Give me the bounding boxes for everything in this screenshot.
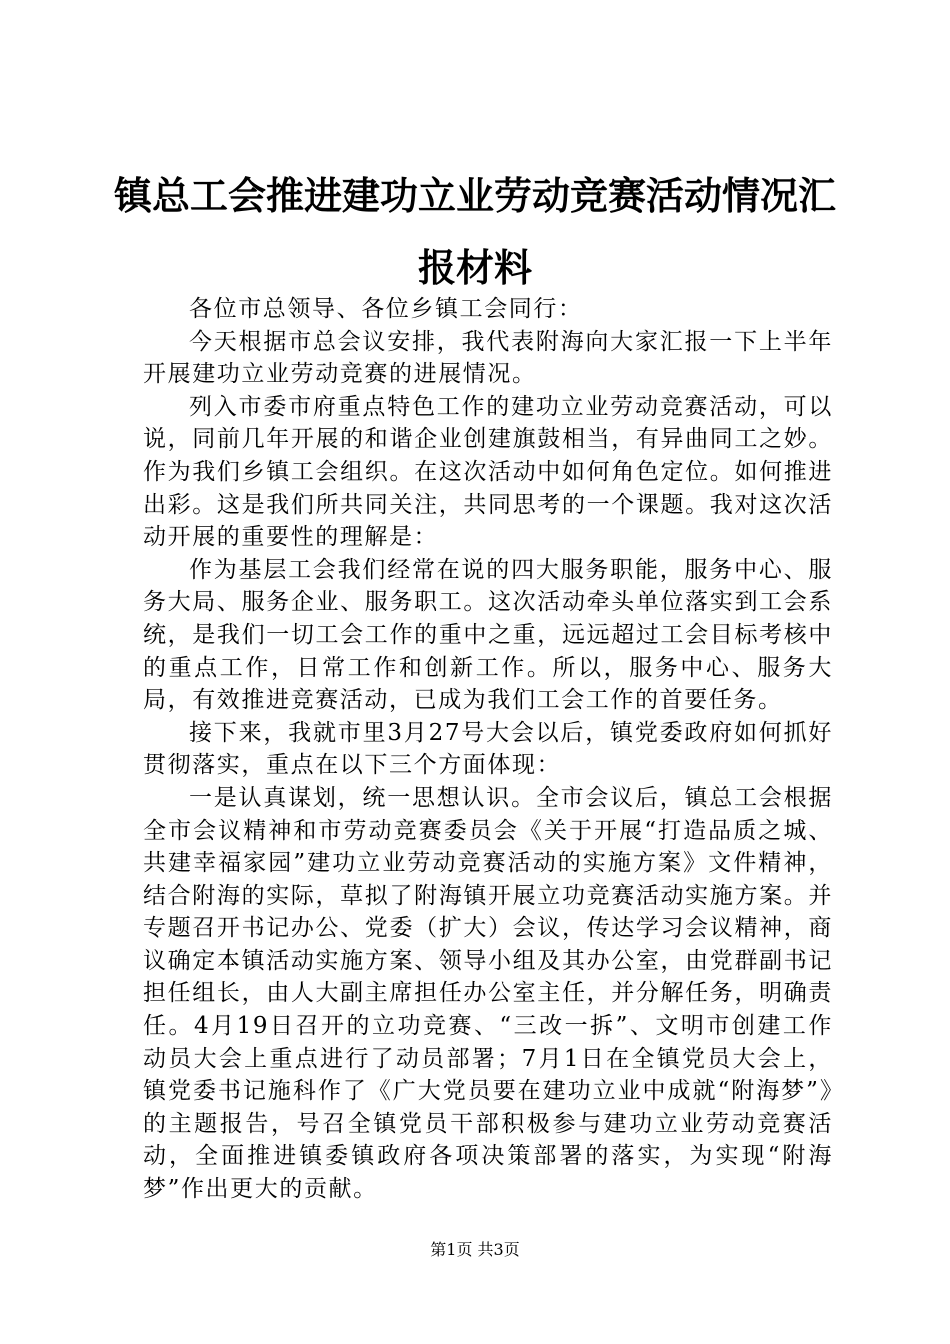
page-footer: 第1页 共3页 xyxy=(430,1240,520,1259)
paragraph: 作为基层工会我们经常在说的四大服务职能，服务中心、服务大局、服务企业、服务职工。这次活动牵头单位落实到工会系统，是我们一切工会工作的重中之重，远远超过工会目标考核中的重点工作，日常工作和创新工作。所以，服务中心、服务大局，有效推进竞赛活动，已成为我们工会工作的首要任务。 xyxy=(143,556,833,714)
paragraph-salutation: 各位市总领导、各位乡镇工会同行： xyxy=(189,296,583,322)
paragraph: 接下来，我就市里3月27号大会以后，镇党委政府如何抓好贯彻落实，重点在以下三个方面体现： xyxy=(143,719,833,779)
document-body xyxy=(143,293,833,1206)
paragraph: 一是认真谋划，统一思想认识。全市会议后，镇总工会根据全市会议精神和市劳动竞赛委员会《关于开展“打造品质之城、共建幸福家园”建功立业劳动竞赛活动的实施方案》文件精神，结合附海的实际，草拟了附海镇开展立功竞赛活动实施方案。并专题召开书记办公、党委（扩大）会议，传达学习会议精神，商议确定本镇活动实施方案、领导小组及其办公室，由党群副书记担任组长，由人大副主席担任办公室主任，并分解任务，明确责任。4月19日召开的立功竞赛、“三改一拆”、文明市创建工作动员大会上重点进行了动员部署；7月1日在全镇党员大会上，镇党委书记施科作了《广大党员要在建功立业中成就“附海梦”》的主题报告，号召全镇党员干部积极参与建功立业劳动竞赛活动，全面推进镇委镇政府各项决策部署的落实，为实现“附海梦”作出更大的贡献。 xyxy=(143,784,833,1203)
document-title: 镇总工会推进建功立业劳动竞赛活动情况汇报材料 xyxy=(113,174,836,290)
paragraph: 今天根据市总会议安排，我代表附海向大家汇报一下上半年开展建功立业劳动竞赛的进展情况。 xyxy=(143,328,833,388)
paragraph: 列入市委市府重点特色工作的建功立业劳动竞赛活动，可以说，同前几年开展的和谐企业创建旗鼓相当，有异曲同工之妙。作为我们乡镇工会组织。在这次活动中如何角色定位。如何推进出彩。这是我们所共同关注，共同思考的一个课题。我对这次活动开展的重要性的理解是： xyxy=(143,393,833,551)
